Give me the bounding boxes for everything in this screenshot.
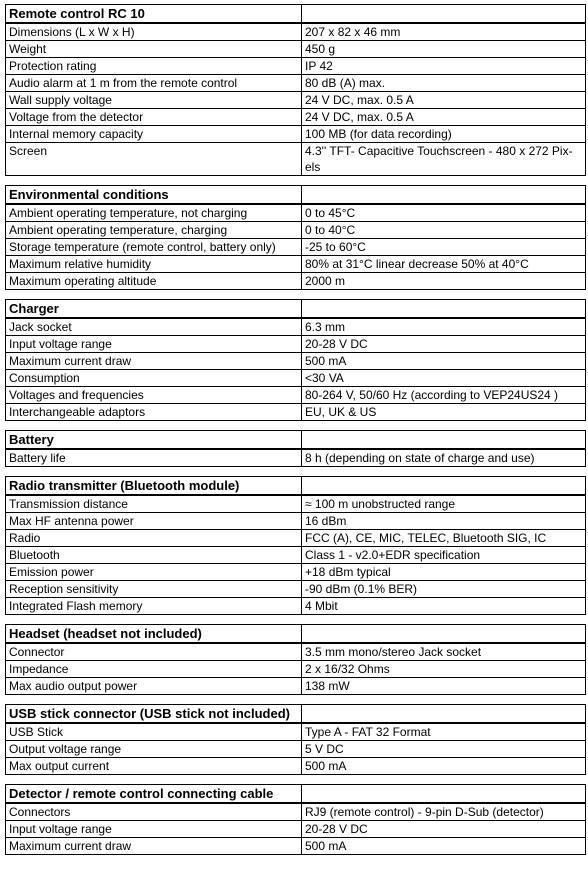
table-row (6, 41, 586, 58)
spec-label: Bluetooth (6, 547, 302, 564)
spec-label: Maximum current draw (6, 353, 302, 370)
spec-value: 450 g (302, 41, 586, 58)
spec-label: Storage temperature (remote control, battery only) (6, 239, 302, 256)
spec-value: ≈ 100 m unobstructed range (302, 495, 586, 513)
spec-label: Ambient operating temperature, charging (6, 222, 302, 239)
spec-table-detector-remote-control-connecting-cable (5, 784, 586, 855)
table-row (6, 222, 586, 239)
spec-value: IP 42 (302, 58, 586, 75)
spec-value: 2000 m (302, 273, 586, 290)
table-row (6, 204, 586, 222)
spec-sheet (5, 4, 583, 855)
spec-label: Max audio output power (6, 678, 302, 695)
spec-value: 8 h (depending on state of charge and use) (302, 449, 586, 467)
section-header (6, 186, 586, 205)
spec-value: RJ9 (remote control) - 9-pin D-Sub (detector) (302, 803, 586, 821)
section-gap (5, 290, 583, 299)
spec-label: Impedance (6, 661, 302, 678)
table-row (6, 336, 586, 353)
spec-value: -25 to 60°C (302, 239, 586, 256)
spec-label: USB Stick (6, 723, 302, 741)
section-title-blank (302, 625, 586, 644)
section-header (6, 785, 586, 804)
spec-label: Maximum operating altitude (6, 273, 302, 290)
spec-value: Class 1 - v2.0+EDR specification (302, 547, 586, 564)
table-row (6, 661, 586, 678)
section-title: Remote control RC 10 (6, 5, 302, 24)
spec-label: Max HF antenna power (6, 513, 302, 530)
spec-value: 80 dB (A) max. (302, 75, 586, 92)
table-row (6, 273, 586, 290)
section-gap (5, 176, 583, 185)
spec-label: Audio alarm at 1 m from the remote control (6, 75, 302, 92)
spec-value: 4.3'' TFT- Capacitive Touchscreen - 480 x 272 Pix-els (302, 143, 586, 176)
spec-value: Type A - FAT 32 Format (302, 723, 586, 741)
section-gap (5, 615, 583, 624)
spec-value: 500 mA (302, 838, 586, 855)
spec-value: 3.5 mm mono/stereo Jack socket (302, 643, 586, 661)
spec-label: Dimensions (L x W x H) (6, 23, 302, 41)
spec-table-battery (5, 430, 586, 467)
section-title-blank (302, 186, 586, 205)
section-title: Battery (6, 431, 302, 450)
spec-label: Interchangeable adaptors (6, 404, 302, 421)
table-row (6, 758, 586, 775)
table-row (6, 741, 586, 758)
table-row (6, 564, 586, 581)
table-row (6, 404, 586, 421)
table-row (6, 513, 586, 530)
table-row (6, 256, 586, 273)
spec-value: 24 V DC, max. 0.5 A (302, 109, 586, 126)
spec-value: 5 V DC (302, 741, 586, 758)
section-title-blank (302, 477, 586, 496)
spec-label: Input voltage range (6, 821, 302, 838)
section-title: USB stick connector (USB stick not included) (6, 705, 302, 724)
section-header (6, 300, 586, 319)
section-title-blank (302, 431, 586, 450)
spec-label: Connector (6, 643, 302, 661)
table-row (6, 126, 586, 143)
table-row (6, 598, 586, 615)
table-row (6, 387, 586, 404)
table-row (6, 318, 586, 336)
spec-value: 0 to 40°C (302, 222, 586, 239)
spec-label: Max output current (6, 758, 302, 775)
spec-value: 80% at 31°C linear decrease 50% at 40°C (302, 256, 586, 273)
table-row (6, 143, 586, 176)
section-header (6, 705, 586, 724)
spec-value: 500 mA (302, 758, 586, 775)
table-row (6, 547, 586, 564)
table-row (6, 723, 586, 741)
spec-value: 6.3 mm (302, 318, 586, 336)
spec-label: Input voltage range (6, 336, 302, 353)
spec-label: Maximum current draw (6, 838, 302, 855)
spec-label: Consumption (6, 370, 302, 387)
table-row (6, 109, 586, 126)
section-title-blank (302, 785, 586, 804)
section-title: Radio transmitter (Bluetooth module) (6, 477, 302, 496)
spec-value: 24 V DC, max. 0.5 A (302, 92, 586, 109)
spec-label: Voltage from the detector (6, 109, 302, 126)
spec-value: EU, UK & US (302, 404, 586, 421)
spec-label: Protection rating (6, 58, 302, 75)
section-header (6, 625, 586, 644)
section-title-blank (302, 5, 586, 24)
spec-value: 20-28 V DC (302, 821, 586, 838)
section-title: Charger (6, 300, 302, 319)
spec-label: Ambient operating temperature, not charging (6, 204, 302, 222)
table-row (6, 678, 586, 695)
spec-value: 2 x 16/32 Ohms (302, 661, 586, 678)
spec-value: 100 MB (for data recording) (302, 126, 586, 143)
spec-label: Battery life (6, 449, 302, 467)
spec-label: Transmission distance (6, 495, 302, 513)
spec-label: Reception sensitivity (6, 581, 302, 598)
spec-label: Radio (6, 530, 302, 547)
table-row (6, 370, 586, 387)
table-row (6, 495, 586, 513)
table-row (6, 23, 586, 41)
spec-table-usb-stick-connector-usb-stick-not-included (5, 704, 586, 775)
spec-label: Internal memory capacity (6, 126, 302, 143)
spec-value: 138 mW (302, 678, 586, 695)
spec-value: -90 dBm (0.1% BER) (302, 581, 586, 598)
spec-label: Wall supply voltage (6, 92, 302, 109)
table-row (6, 75, 586, 92)
spec-label: Emission power (6, 564, 302, 581)
table-row (6, 239, 586, 256)
spec-value: <30 VA (302, 370, 586, 387)
table-row (6, 581, 586, 598)
table-row (6, 530, 586, 547)
section-gap (5, 467, 583, 476)
spec-table-environmental-conditions (5, 185, 586, 290)
spec-value: +18 dBm typical (302, 564, 586, 581)
table-row (6, 803, 586, 821)
spec-label: Integrated Flash memory (6, 598, 302, 615)
table-row (6, 353, 586, 370)
spec-label: Weight (6, 41, 302, 58)
section-title-blank (302, 705, 586, 724)
table-row (6, 838, 586, 855)
spec-label: Connectors (6, 803, 302, 821)
table-row (6, 58, 586, 75)
spec-table-headset-headset-not-included (5, 624, 586, 695)
spec-value: 207 x 82 x 46 mm (302, 23, 586, 41)
section-title: Headset (headset not included) (6, 625, 302, 644)
spec-label: Output voltage range (6, 741, 302, 758)
section-gap (5, 421, 583, 430)
spec-table-remote-control-rc-10 (5, 4, 586, 176)
spec-label: Jack socket (6, 318, 302, 336)
spec-value: 16 dBm (302, 513, 586, 530)
spec-value: 80-264 V, 50/60 Hz (according to VEP24US24 ) (302, 387, 586, 404)
table-row (6, 821, 586, 838)
spec-table-radio-transmitter-bluetooth-module (5, 476, 586, 615)
spec-label: Voltages and frequencies (6, 387, 302, 404)
table-row (6, 449, 586, 467)
section-title: Environmental conditions (6, 186, 302, 205)
spec-table-charger (5, 299, 586, 421)
spec-label: Maximum relative humidity (6, 256, 302, 273)
section-header (6, 477, 586, 496)
section-title: Detector / remote control connecting cable (6, 785, 302, 804)
section-title-blank (302, 300, 586, 319)
spec-label: Screen (6, 143, 302, 176)
spec-value: 20-28 V DC (302, 336, 586, 353)
spec-value: FCC (A), CE, MIC, TELEC, Bluetooth SIG, IC (302, 530, 586, 547)
section-header (6, 5, 586, 24)
section-header (6, 431, 586, 450)
section-gap (5, 695, 583, 704)
section-gap (5, 775, 583, 784)
spec-value: 0 to 45°C (302, 204, 586, 222)
table-row (6, 643, 586, 661)
spec-value: 500 mA (302, 353, 586, 370)
spec-value: 4 Mbit (302, 598, 586, 615)
table-row (6, 92, 586, 109)
